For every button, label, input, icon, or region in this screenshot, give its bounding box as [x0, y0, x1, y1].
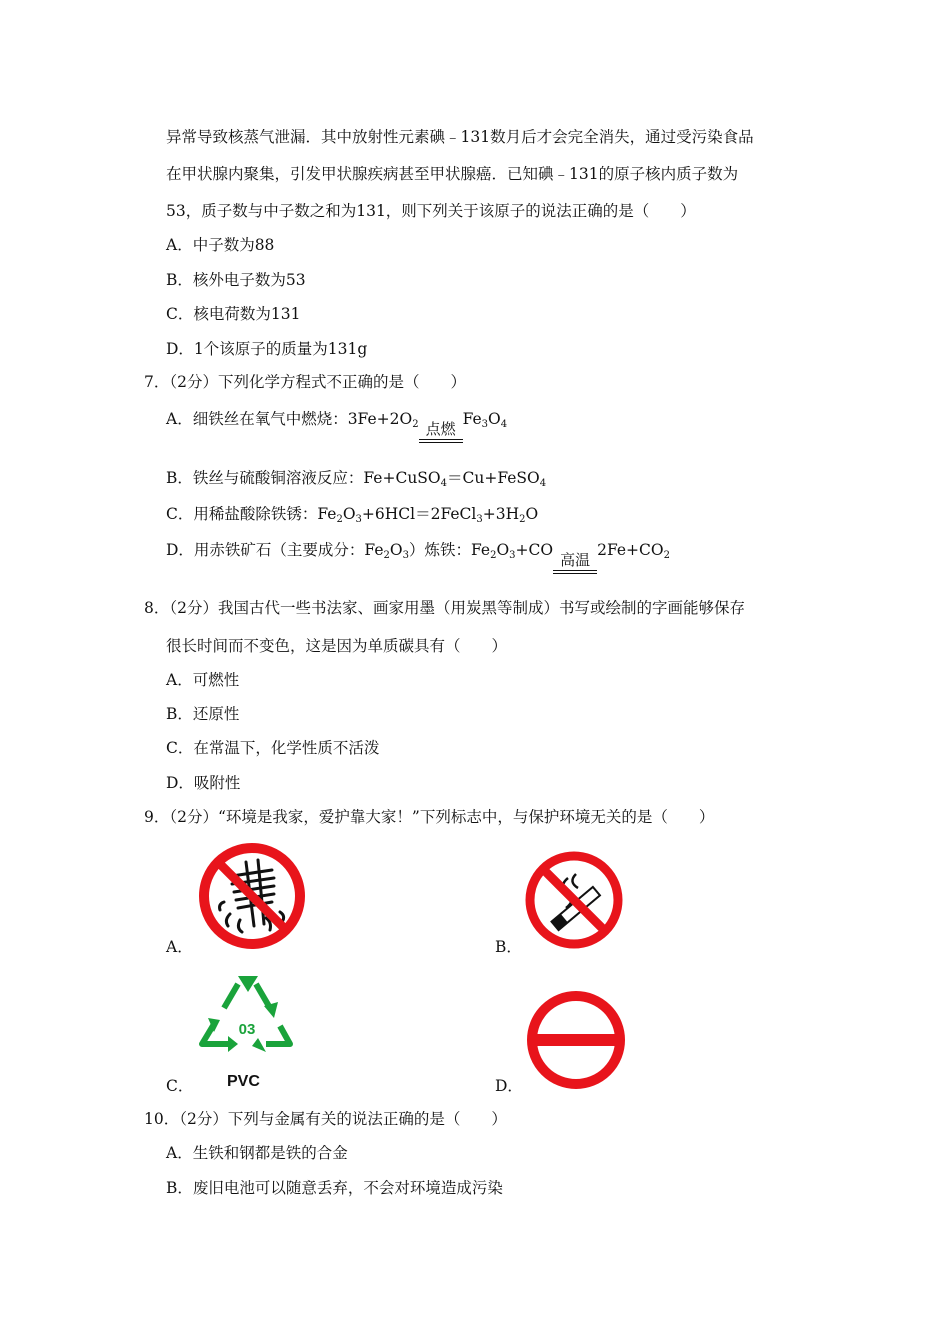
condition-label: 高温 [560, 551, 591, 569]
q7-stem: 7．（2分）下列化学方程式不正确的是（ ） [144, 373, 466, 391]
q7-d-t5: +CO [515, 541, 554, 559]
recycle-code: 03 [238, 1021, 256, 1038]
reaction-condition-high-temp [553, 540, 597, 569]
q9-label-c: C． [166, 1077, 194, 1095]
q7-option-b [166, 468, 546, 488]
q7-a-product-o: O [488, 410, 501, 428]
q7-a-product-sub2: 4 [500, 419, 508, 430]
q7-c-s2: 3 [355, 514, 362, 525]
q6-option-b: B．核外电子数为53 [166, 271, 306, 289]
q8-option-c: C．在常温下，化学性质不活泼 [166, 739, 380, 757]
q7-c-t2: O [342, 505, 356, 523]
q7-d-s3: 2 [490, 550, 497, 561]
q6-option-a: A．中子数为88 [166, 236, 275, 254]
q7-a-product-sub1: 3 [481, 419, 489, 430]
q9-label-d: D． [495, 1077, 523, 1095]
q7-d-s4: 3 [509, 550, 516, 561]
no-entry-sign-icon [522, 988, 630, 1092]
q7-b-text: B．铁丝与硫酸铜溶液反应：Fe+CuSO [166, 469, 441, 487]
q7-b-sub1: 4 [440, 478, 448, 489]
q10-option-b: B．废旧电池可以随意丢弃，不会对环境造成污染 [166, 1179, 503, 1197]
q7-c-t1: C．用稀盐酸除铁锈：Fe [166, 505, 337, 523]
no-smoking-sign-icon [522, 848, 626, 952]
q7-b-text2: ＝Cu+FeSO [447, 469, 540, 487]
q7-option-d [166, 540, 670, 569]
q8-option-b: B．还原性 [166, 705, 240, 723]
q7-a-sub: 2 [412, 419, 419, 430]
q7-c-t3: +6HCl＝2FeCl [361, 505, 477, 523]
q7-d-s5: 2 [663, 550, 670, 561]
q7-a-text: A．细铁丝在氧气中燃烧：3Fe+2O [166, 410, 413, 428]
pvc-recycle-icon [194, 972, 300, 1068]
q6-option-c: C．核电荷数为131 [166, 305, 301, 323]
pvc-label: PVC [227, 1073, 260, 1090]
q8-option-d: D．吸附性 [166, 774, 241, 792]
q7-d-t6: 2Fe+CO [597, 541, 664, 559]
q7-d-t3: ）炼铁：Fe [408, 541, 491, 559]
q8-line-1: 8．（2分）我国古代一些书法家、画家用墨（用炭黑等制成）书写或绘制的字画能够保存 [144, 599, 745, 617]
q7-a-product: Fe [462, 410, 482, 428]
q9-stem: 9．（2分）“环境是我家，爱护靠大家！”下列标志中，与保护环境无关的是（ ） [144, 808, 715, 826]
q7-c-s3: 3 [476, 514, 483, 525]
q7-c-s1: 2 [336, 514, 343, 525]
q10-option-a: A．生铁和钢都是铁的合金 [166, 1144, 348, 1162]
q7-option-c [166, 504, 538, 524]
no-firecrackers-sign-icon [196, 840, 308, 952]
q8-line-2: 很长时间而不变色，这是因为单质碳具有（ ） [166, 637, 508, 655]
q7-b-sub2: 4 [539, 478, 547, 489]
q7-c-t4: +3H [482, 505, 520, 523]
reaction-condition-ignite [419, 409, 463, 438]
q6-line-3: 53，质子数与中子数之和为131，则下列关于该原子的说法正确的是（ ） [166, 202, 696, 220]
q7-c-t5: O [525, 505, 539, 523]
q7-d-t1: D．用赤铁矿石（主要成分：Fe [166, 541, 384, 559]
q7-option-a [166, 409, 508, 438]
q9-label-a: A． [166, 938, 193, 956]
q6-option-d: D．1个该原子的质量为131g [166, 340, 368, 358]
q7-d-t2: O [389, 541, 403, 559]
q7-d-s1: 2 [383, 550, 390, 561]
q7-d-t4: O [496, 541, 510, 559]
q10-stem: 10．（2分）下列与金属有关的说法正确的是（ ） [144, 1110, 507, 1128]
q6-line-2: 在甲状腺内聚集，引发甲状腺疾病甚至甲状腺癌．已知碘﹣131的原子核内质子数为 [166, 165, 739, 183]
q7-c-s4: 2 [519, 514, 526, 525]
q9-label-b: B． [495, 938, 522, 956]
q7-d-s2: 3 [402, 550, 409, 561]
q6-line-1: 异常导致核蒸气泄漏．其中放射性元素碘﹣131数月后才会完全消失，通过受污染食品 [166, 128, 754, 146]
q8-option-a: A．可燃性 [166, 671, 240, 689]
condition-label: 点燃 [425, 420, 456, 438]
